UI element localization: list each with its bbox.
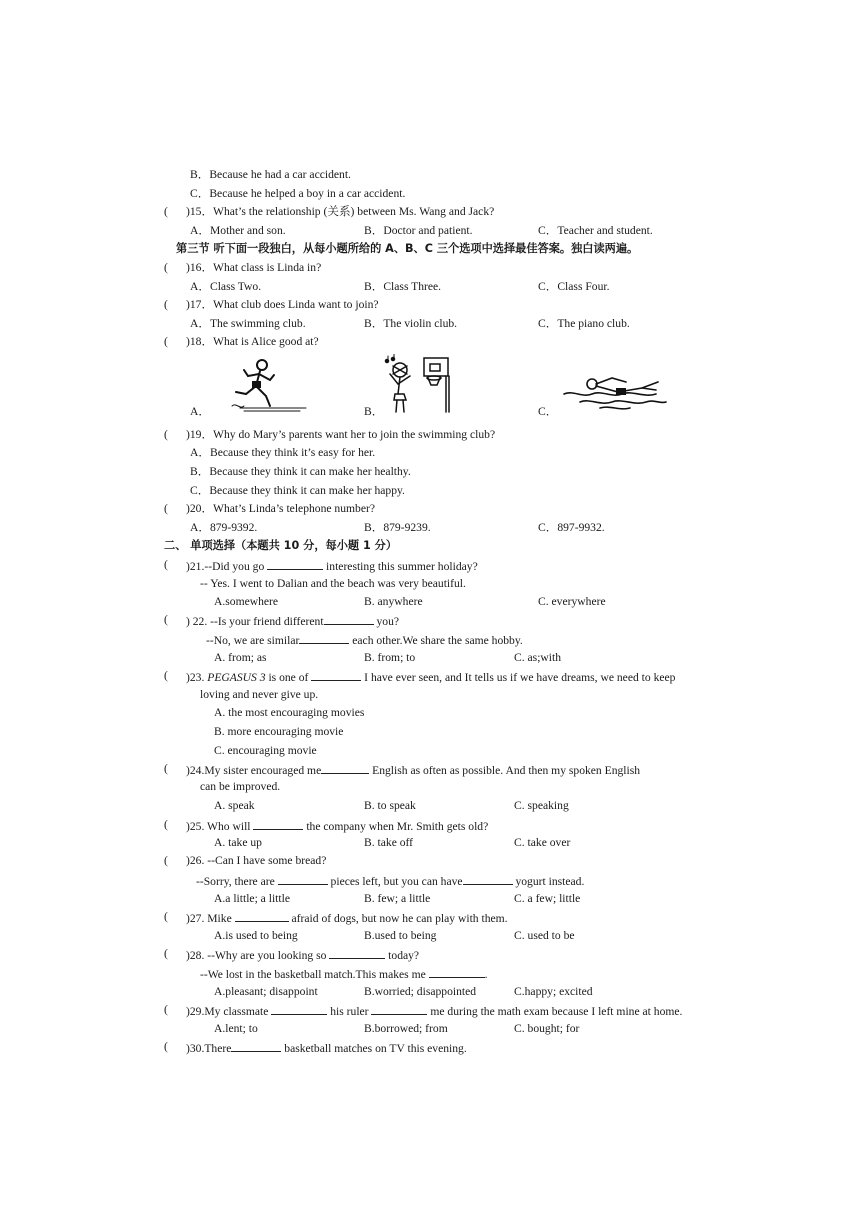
q16-option-c: C．Class Four.	[538, 280, 610, 293]
q15-stem: )15．What’s the relationship (关系) between Ms. Wang and Jack?	[186, 205, 495, 218]
q21-stem: )21.--Did you go interesting this summer holiday?	[186, 560, 478, 573]
q19-paren: (	[164, 428, 168, 441]
q22-line2: --No, we are similar each other.We share the same hobby.	[206, 634, 523, 647]
q18-paren: (	[164, 335, 168, 348]
q22-stem: ) 22. --Is your friend different you?	[186, 615, 400, 628]
q16-paren: (	[164, 261, 168, 274]
q17-option-b: B．The violin club.	[364, 317, 458, 330]
q28-blank-1[interactable]	[329, 947, 385, 959]
q25-stem: )25. Who will the company when Mr. Smith gets old?	[186, 820, 489, 833]
q25-option-b: B. take off	[364, 836, 414, 849]
q18-option-c: C．	[538, 405, 558, 418]
q24-option-c: C. speaking	[514, 799, 569, 812]
q27-blank[interactable]	[235, 910, 289, 922]
q24-paren: (	[164, 762, 168, 775]
q25-paren: (	[164, 818, 168, 831]
q17-paren: (	[164, 298, 168, 311]
q26-blank-2[interactable]	[463, 873, 513, 885]
q28-line2: --We lost in the basketball match.This makes me .	[200, 968, 488, 981]
q19-option-b: B．Because they think it can make her healthy.	[190, 465, 411, 478]
q21-option-c: C. everywhere	[538, 595, 606, 608]
q26-option-a: A.a little; a little	[214, 892, 290, 905]
q21-paren: (	[164, 558, 168, 571]
q29-blank-1[interactable]	[271, 1003, 327, 1015]
q28-paren: (	[164, 947, 168, 960]
q18-option-a: A．	[190, 405, 210, 418]
q29-paren: (	[164, 1003, 168, 1016]
q19-option-c: C．Because they think it can make her happy.	[190, 484, 405, 497]
q30-blank[interactable]	[231, 1040, 281, 1052]
q20-option-c: C．897-9932.	[538, 521, 605, 534]
q18-stem: )18．What is Alice good at?	[186, 335, 319, 348]
q23-paren: (	[164, 669, 168, 682]
q25-option-a: A. take up	[214, 836, 262, 849]
q16-stem: )16．What class is Linda in?	[186, 261, 322, 274]
q19-stem: )19．Why do Mary’s parents want her to join the swimming club?	[186, 428, 496, 441]
q26-line2: --Sorry, there are pieces left, but you can have yogurt instead.	[196, 875, 585, 888]
q24-option-a: A. speak	[214, 799, 255, 812]
running-picture-icon	[210, 356, 310, 416]
swimming-picture-icon	[560, 372, 670, 416]
q24-stem: )24.My sister encouraged me English as often as possible. And then my spoken English	[186, 764, 641, 777]
q22-option-c: C. as;with	[514, 651, 562, 664]
q30-stem: )30.There basketball matches on TV this evening.	[186, 1042, 467, 1055]
q28-option-c: C.happy; excited	[514, 985, 593, 998]
q21-option-b: B. anywhere	[364, 595, 423, 608]
q17-option-c: C．The piano club.	[538, 317, 630, 330]
q29-stem: )29.My classmate his ruler me during the math exam because I left mine at home.	[186, 1005, 683, 1018]
q28-option-a: A.pleasant; disappoint	[214, 985, 318, 998]
q27-stem: )27. Mike afraid of dogs, but now he can play with them.	[186, 912, 508, 925]
q15-option-b: B．Doctor and patient.	[364, 224, 473, 237]
q25-blank[interactable]	[253, 818, 303, 830]
q29-option-b: B.borrowed; from	[364, 1022, 448, 1035]
q27-option-b: B.used to being	[364, 929, 437, 942]
q26-option-b: B. few; a little	[364, 892, 431, 905]
q22-paren: (	[164, 613, 168, 626]
q30-paren: (	[164, 1040, 168, 1053]
q21-option-a: A.somewhere	[214, 595, 279, 608]
q29-blank-2[interactable]	[371, 1003, 427, 1015]
q23-blank[interactable]	[311, 669, 361, 681]
basketball-picture-icon	[382, 354, 454, 416]
q20-option-a: A．879-9392.	[190, 521, 258, 534]
q24-line2: can be improved.	[200, 780, 281, 793]
q25-option-c: C. take over	[514, 836, 571, 849]
q26-stem: )26. --Can I have some bread?	[186, 854, 327, 867]
q23-option-c: C. encouraging movie	[214, 744, 317, 757]
q15-paren: (	[164, 205, 168, 218]
q28-stem: )28. --Why are you looking so today?	[186, 949, 420, 962]
q23-movie-title: PEGASUS 3	[207, 671, 266, 684]
q22-option-b: B. from; to	[364, 651, 416, 664]
q20-paren: (	[164, 502, 168, 515]
q28-blank-2[interactable]	[429, 966, 485, 978]
q23-line2: loving and never give up.	[200, 688, 319, 701]
q17-stem: )17．What club does Linda want to join?	[186, 298, 379, 311]
q23-option-a: A. the most encouraging movies	[214, 706, 365, 719]
q22-blank-1[interactable]	[324, 613, 374, 625]
q27-paren: (	[164, 910, 168, 923]
q26-option-c: C. a few; little	[514, 892, 581, 905]
part2-header: 二、 单项选择（本题共 10 分，每小题 1 分）	[164, 539, 398, 552]
q29-option-c: C. bought; for	[514, 1022, 580, 1035]
q14-option-b: B．Because he had a car accident.	[190, 168, 351, 181]
q22-option-a: A. from; as	[214, 651, 267, 664]
q26-blank-1[interactable]	[278, 873, 328, 885]
q21-blank[interactable]	[267, 558, 323, 570]
q18-option-b: B．	[364, 405, 384, 418]
q15-option-a: A．Mother and son.	[190, 224, 286, 237]
q15-option-c: C．Teacher and student.	[538, 224, 653, 237]
q14-option-c: C．Because he helped a boy in a car accident.	[190, 187, 406, 200]
section3-header: 第三节 听下面一段独白，从每小题所给的 A、B、C 三个选项中选择最佳答案。独白读两遍。	[176, 242, 639, 255]
q16-option-a: A．Class Two.	[190, 280, 262, 293]
q17-option-a: A．The swimming club.	[190, 317, 306, 330]
q27-option-c: C. used to be	[514, 929, 575, 942]
q16-option-b: B．Class Three.	[364, 280, 442, 293]
q24-blank[interactable]	[321, 762, 369, 774]
q19-option-a: A．Because they think it’s easy for her.	[190, 446, 376, 459]
q23-stem: )23. PEGASUS 3 is one of I have ever seen, and It tells us if we have dreams, we need to keep	[186, 671, 676, 684]
q29-option-a: A.lent; to	[214, 1022, 258, 1035]
q27-option-a: A.is used to being	[214, 929, 298, 942]
q20-stem: )20．What’s Linda’s telephone number?	[186, 502, 375, 515]
q21-line2: -- Yes. I went to Dalian and the beach was very beautiful.	[200, 577, 466, 590]
q23-option-b: B. more encouraging movie	[214, 725, 344, 738]
q20-option-b: B．879-9239.	[364, 521, 431, 534]
q26-paren: (	[164, 854, 168, 867]
q24-option-b: B. to speak	[364, 799, 416, 812]
q28-option-b: B.worried; disappointed	[364, 985, 477, 998]
q22-blank-2[interactable]	[299, 632, 349, 644]
